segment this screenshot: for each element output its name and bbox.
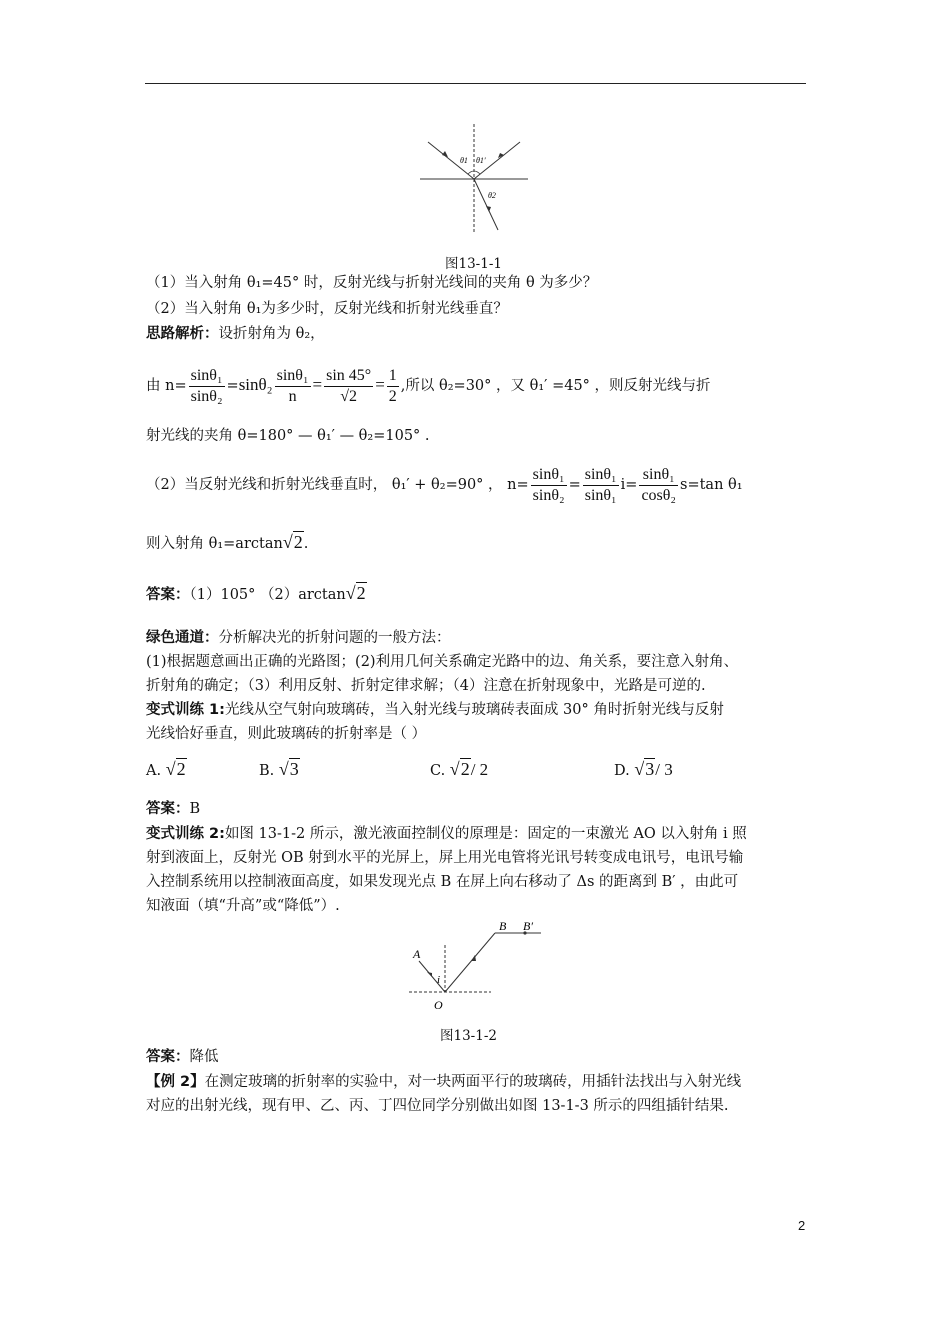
answer-text: 降低 — [189, 1049, 219, 1065]
answer-label: 答案： — [146, 587, 190, 603]
theta1-prime-label: θ1′ — [476, 156, 486, 165]
option-a — [146, 752, 187, 788]
variant-2-line — [146, 823, 747, 845]
analysis-text: 设折射角为 θ₂， — [218, 326, 325, 342]
answer-label: 答案： — [146, 1049, 190, 1065]
option-tail: / 2 — [470, 760, 489, 779]
variant-text: 如图 13-1-2 所示，激光液面控制仪的原理是：固定的一束激光 AO 以入射角 i 照 — [224, 826, 747, 842]
answer-line-1 — [146, 578, 367, 610]
equation-line-1: 由 n= $\frac{\text{sinθ₁}}{\text{sinθ₂}}$ =sinθ₂ $\frac{\text{sinθ₁}}{n}$ = $\frac{\sin 45^\circ}{√2}$ = $\frac{1}{2}$ ,所以 θ₂=30° ，又 θ₁′ =45° ，则反射光线与折 — [146, 366, 711, 405]
denominator: sinθ₂ — [190, 387, 223, 405]
period: . — [303, 536, 309, 552]
header-rule — [145, 83, 806, 84]
fraction — [639, 465, 678, 506]
sqrt-expression: √3 — [278, 759, 299, 779]
example-2-line — [146, 1071, 741, 1093]
option-letter: C. — [430, 763, 446, 779]
numerator: sinθ₁ — [189, 366, 225, 387]
numerator: sinθ₁ — [583, 465, 619, 486]
option-d — [614, 752, 673, 788]
question-2: （2）当入射角 θ₁为多少时，反射光线和折射光线垂直？ — [146, 301, 508, 317]
eq-term: sinθ₂ — [238, 375, 273, 394]
fraction — [275, 366, 311, 407]
incidence-angle-line — [146, 527, 308, 559]
numerator: sin 45° — [324, 366, 373, 387]
refraction-diagram — [418, 122, 530, 234]
theta2-label: θ2 — [488, 191, 496, 200]
question-1: （1）当入射角 θ₁=45° 时，反射光线与折射光线间的夹角 θ 为多少？ — [146, 275, 598, 291]
radicand: 3 — [645, 759, 655, 779]
equation-line-2 — [146, 455, 743, 515]
answer-line-3 — [146, 1046, 219, 1068]
label-i: i — [437, 974, 441, 986]
figure-caption-2: 图13-1-2 — [440, 1028, 497, 1044]
eq-sign: = — [568, 477, 581, 493]
denominator: √2 — [340, 387, 358, 405]
denominator: sinθ₂ — [532, 486, 565, 504]
answer-text: B — [189, 801, 201, 817]
option-letter: B. — [259, 763, 275, 779]
theta1-label: θ1 — [460, 156, 468, 165]
sqrt-expression: √3 — [634, 759, 655, 779]
green-channel-heading — [146, 627, 451, 649]
radicand: 2 — [356, 583, 366, 603]
answer-line-2 — [146, 798, 200, 820]
label-b: B — [499, 919, 507, 933]
example-text: 在测定玻璃的折射率的实验中，对一块两面平行的玻璃砖，用插针法找出与入射光线 — [204, 1074, 742, 1090]
numerator: 1 — [387, 366, 399, 387]
radicand: 2 — [460, 759, 470, 779]
variant-2-line-2: 射到液面上，反射光 OB 射到水平的光屏上，屏上用光电管将光讯号转变成电讯号，电讯号输 — [146, 850, 744, 866]
answer-text: （1）105° （2）arctan — [189, 587, 346, 603]
text: 则入射角 θ₁=arctan — [146, 536, 283, 552]
figure-caption: 图13-1-1 — [445, 256, 502, 272]
denominator: cosθ₂ — [641, 486, 677, 504]
eq-suffix: ,所以 θ₂=30° ，又 θ₁′ =45° ，则反射光线与折 — [400, 378, 711, 394]
page-number: 2 — [798, 1218, 806, 1233]
option-b — [259, 752, 300, 788]
eq-sign: = — [226, 378, 239, 394]
variant-2-line-3: 入控制系统用以控制液面高度，如果发现光点 B 在屏上向右移动了 Δs 的距离到 B′ ，由此可 — [146, 874, 739, 890]
eq-suffix: s=tan θ₁ — [680, 477, 743, 493]
label-b-prime: B′ — [523, 919, 533, 933]
sqrt-expression: √2 — [165, 759, 186, 779]
option-letter: D. — [614, 763, 630, 779]
option-letter: A. — [146, 763, 162, 779]
eq-term: i= — [620, 477, 638, 493]
variant-1-line-2: 光线恰好垂直，则此玻璃砖的折射率是（ ） — [146, 726, 427, 742]
fraction — [324, 366, 373, 407]
variant-label: 变式训练 2: — [146, 826, 225, 842]
analysis-label: 思路解析： — [146, 326, 219, 342]
example-label: 【例 2】 — [146, 1074, 205, 1090]
denominator: 2 — [388, 387, 397, 405]
example-2-line-2: 对应的出射光线，现有甲、乙、丙、丁四位同学分别做出如图 13-1-3 所示的四组插针结果. — [146, 1098, 729, 1114]
denominator: n — [288, 387, 297, 405]
analysis-line — [146, 323, 325, 345]
sqrt-expression: √2 — [282, 532, 303, 552]
sqrt-expression: √2 — [345, 583, 366, 603]
laser-level-diagram — [405, 917, 545, 1017]
numerator: sinθ₁ — [531, 465, 567, 486]
variant-2-line-4: 知液面（填“升高”或“降低”）. — [146, 898, 340, 914]
green-text: 分析解决光的折射问题的一般方法： — [218, 630, 451, 646]
eq-prefix: （2）当反射光线和折射光线垂直时， θ₁′ + θ₂=90° ， n= — [146, 477, 529, 493]
label-a: A — [413, 947, 421, 961]
radicand: 3 — [289, 759, 299, 779]
fraction — [387, 366, 399, 407]
sqrt-expression: √2 — [449, 759, 470, 779]
variant-label: 变式训练 1: — [146, 702, 225, 718]
numerator: sinθ₁ — [639, 465, 678, 486]
denominator: sinθ₁ — [584, 486, 617, 504]
green-line-2: 折射角的确定；（3）利用反射、折射定律求解；（4）注意在折射现象中，光路是可逆的. — [146, 678, 706, 694]
numerator: sinθ₁ — [275, 366, 311, 387]
radicand: 2 — [176, 759, 186, 779]
green-line-1: (1)根据题意画出正确的光路图；(2)利用几何关系确定光路中的边、角关系，要注意入射角、 — [146, 654, 739, 670]
variant-1-line — [146, 699, 724, 721]
option-tail: / 3 — [655, 760, 673, 779]
radicand: 2 — [293, 532, 303, 552]
angle-line: 射光线的夹角 θ=180° — θ₁′ — θ₂=105° . — [146, 428, 430, 444]
answer-label: 答案： — [146, 801, 190, 817]
eq-prefix: 由 n= — [146, 378, 187, 394]
variant-text: 光线从空气射向玻璃砖，当入射光线与玻璃砖表面成 30° 角时折射光线与反射 — [224, 702, 724, 718]
label-o: O — [434, 998, 443, 1012]
fraction — [583, 465, 619, 506]
fraction — [531, 465, 567, 506]
green-label: 绿色通道： — [146, 630, 219, 646]
option-c — [430, 752, 488, 788]
fraction — [189, 366, 225, 407]
